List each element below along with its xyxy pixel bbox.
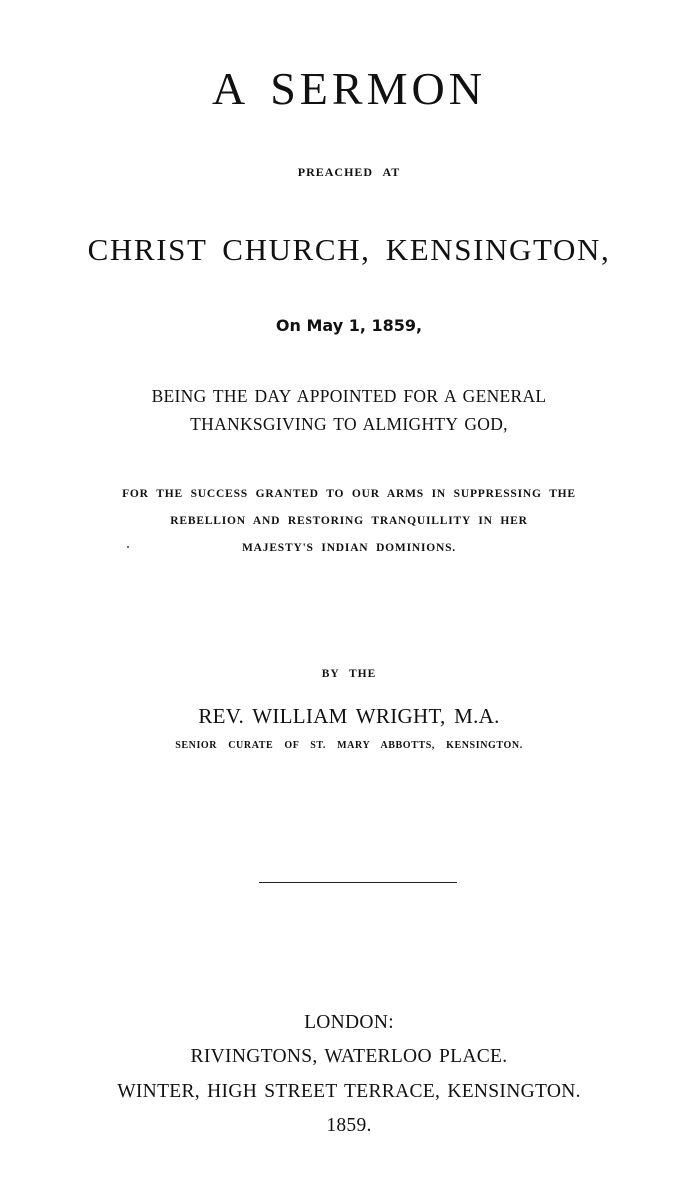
church-name: CHRIST CHURCH, KENSINGTON, <box>87 232 611 267</box>
occasion-line-1: BEING THE DAY APPOINTED FOR A GENERAL <box>151 386 547 406</box>
preached-at-label: PREACHED AT <box>297 165 401 179</box>
imprint-city: LONDON: <box>304 1012 394 1033</box>
by-the-label: BY THE <box>321 668 377 680</box>
author-name: REV. WILLIAM WRIGHT, M.A. <box>198 704 500 728</box>
divider-rule <box>259 882 457 883</box>
occasion-line-2: THANKSGIVING TO ALMIGHTY GOD, <box>190 414 508 434</box>
print-speck <box>127 546 129 548</box>
sermon-date: On May 1, 1859, <box>275 316 423 335</box>
author-position: SENIOR CURATE OF ST. MARY ABBOTTS, KENSINGTON. <box>175 740 523 751</box>
purpose-line-2: REBELLION AND RESTORING TRANQUILLITY IN HER <box>170 515 528 527</box>
imprint-publisher-1: RIVINGTONS, WATERLOO PLACE. <box>190 1046 508 1067</box>
purpose-line-1: FOR THE SUCCESS GRANTED TO OUR ARMS IN SUPPRESSING THE <box>122 488 576 500</box>
purpose-line-3: MAJESTY'S INDIAN DOMINIONS. <box>242 542 456 554</box>
imprint-publisher-2: WINTER, HIGH STREET TERRACE, KENSINGTON. <box>117 1081 581 1102</box>
sermon-title: A SERMON <box>212 63 486 114</box>
imprint-year: 1859. <box>326 1115 372 1136</box>
